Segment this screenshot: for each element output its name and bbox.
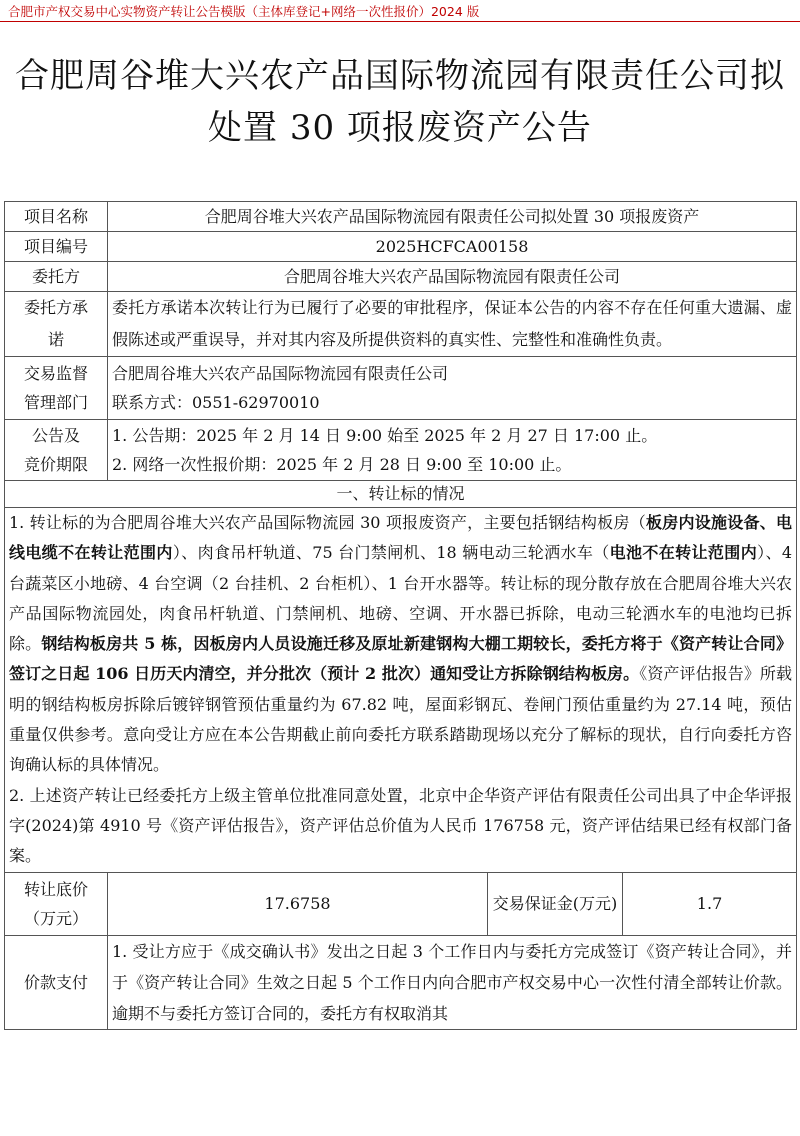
p1-bold-b: 板房内设施设备、电线电缆不在转让范围内 bbox=[9, 513, 793, 563]
row-project-no bbox=[5, 232, 797, 262]
section-body bbox=[5, 508, 797, 873]
price-value: 17.6758 bbox=[108, 872, 488, 935]
p1-text-c: ）、肉食吊杆轨道、75 台门禁闸机、18 辆电动三轮洒水车（ bbox=[172, 543, 610, 563]
period-label bbox=[5, 420, 108, 481]
paragraph-2: 2. 上述资产转让已经委托方上级主管单位批准同意处置，北京中企华资产评估有限责任公司出具了中企华评报字(2024)第 4910 号《资产评估报告》，资产评估总价值为人民币 176758 元，资产评估结果已经有权部门备案。 bbox=[9, 785, 793, 866]
deposit-value: 1.7 bbox=[623, 872, 797, 935]
section-heading: 一、转让标的情况 bbox=[5, 481, 797, 508]
p1-text-g: 《资产评估报告》所载明的钢结构板房拆除后镀锌钢管预估重量约为 67.82 吨，屋面彩钢瓦、卷闸门预估重量约为 27.14 吨，预估重量仅供参考。意向受让方应在本公告期截止前向委托方联系踏勘现场以充分了解标的现状，自行向委托方咨询确认标的具体情况。 bbox=[9, 664, 793, 775]
period-label-1: 公告及 bbox=[31, 426, 80, 445]
row-payment bbox=[5, 935, 797, 1029]
row-client bbox=[5, 262, 797, 292]
period-label-2: 竞价期限 bbox=[23, 455, 88, 474]
row-section-body bbox=[5, 508, 797, 873]
promise-label bbox=[5, 292, 108, 357]
row-price bbox=[5, 872, 797, 935]
announcement-period: 1. 公告期：2025 年 2 月 14 日 9:00 始至 2025 年 2 月 27 日 17:00 止。 bbox=[112, 426, 658, 445]
client-value: 合肥周谷堆大兴农产品国际物流园有限责任公司 bbox=[108, 262, 797, 292]
payment-text: 1. 受让方应于《成交确认书》发出之日起 3 个工作日内与委托方完成签订《资产转让合同》，并于《资产转让合同》生效之日起 5 个工作日内向合肥市产权交易中心一次性付清全部转让价款。逾期不与委托方签订合同的，委托方有权取消其 bbox=[108, 935, 797, 1029]
supervisor-label-2: 管理部门 bbox=[23, 393, 88, 412]
period-value bbox=[108, 420, 797, 481]
promise-label-1: 委托方承 bbox=[23, 298, 88, 317]
supervisor-value bbox=[108, 357, 797, 420]
project-no-label: 项目编号 bbox=[5, 232, 108, 262]
row-period bbox=[5, 420, 797, 481]
p1-bold-d: 电池不在转让范围内 bbox=[609, 543, 758, 563]
client-label: 委托方 bbox=[5, 262, 108, 292]
price-label-1: 转让底价 bbox=[23, 879, 88, 899]
p1-text-a: 1. 转让标的为合肥周谷堆大兴农产品国际物流园 30 项报废资产，主要包括钢结构板房（ bbox=[9, 513, 646, 532]
supervisor-contact: 联系方式：0551-62970010 bbox=[112, 393, 320, 412]
project-name-label: 项目名称 bbox=[5, 202, 108, 232]
p1-text-e: ）、4 台蔬菜区小地磅、4 台空调（2 台挂机、2 台柜机）、1 台开水器等。转让标的现分散存放在合肥周谷堆大兴农产品国际物流园处，肉食吊杆轨道、门禁闸机、地磅、空调、开水器已拆除，电动三轮洒水车的电池均已拆除。 bbox=[9, 543, 793, 654]
supervisor-name: 合肥周谷堆大兴农产品国际物流园有限责任公司 bbox=[112, 364, 449, 383]
price-label-2: （万元） bbox=[23, 908, 88, 928]
supervisor-label bbox=[5, 357, 108, 420]
header-text: 合肥市产权交易中心实物资产转让公告模版（主体库登记+网络一次性报价）2024 版 bbox=[8, 4, 480, 19]
header-rule bbox=[0, 21, 800, 22]
announcement-table bbox=[4, 201, 797, 1030]
row-promise bbox=[5, 292, 797, 357]
document-title bbox=[0, 50, 800, 154]
title-line-1: 合肥周谷堆大兴农产品国际物流园有限责任公司拟 bbox=[15, 56, 785, 96]
title-line-2: 处置 30 项报废资产公告 bbox=[208, 108, 592, 148]
payment-label: 价款支付 bbox=[5, 935, 108, 1029]
deposit-label: 交易保证金(万元) bbox=[488, 872, 623, 935]
price-label bbox=[5, 872, 108, 935]
p1-bold-f: 钢结构板房共 5 栋，因板房内人员设施迁移及原址新建钢构大棚工期较长，委托方将于《资产转让合同》签订之日起 106 日历天内清空，并分批次（预计 2 批次）通知受让方拆除钢结构板房。 bbox=[9, 634, 793, 684]
row-project-name bbox=[5, 202, 797, 232]
row-supervisor bbox=[5, 357, 797, 420]
project-no-value: 2025HCFCA00158 bbox=[108, 232, 797, 262]
paragraph-1 bbox=[9, 508, 792, 781]
promise-label-2: 诺 bbox=[47, 330, 64, 349]
bidding-period: 2. 网络一次性报价期：2025 年 2 月 28 日 9:00 至 10:00 止。 bbox=[112, 455, 572, 474]
row-section-heading bbox=[5, 481, 797, 508]
project-name-value: 合肥周谷堆大兴农产品国际物流园有限责任公司拟处置 30 项报废资产 bbox=[108, 202, 797, 232]
promise-value: 委托方承诺本次转让行为已履行了必要的审批程序，保证本公告的内容不存在任何重大遗漏、虚假陈述或严重误导，并对其内容及所提供资料的真实性、完整性和准确性负责。 bbox=[108, 292, 797, 357]
page-header bbox=[0, 0, 800, 22]
supervisor-label-1: 交易监督 bbox=[23, 364, 88, 383]
